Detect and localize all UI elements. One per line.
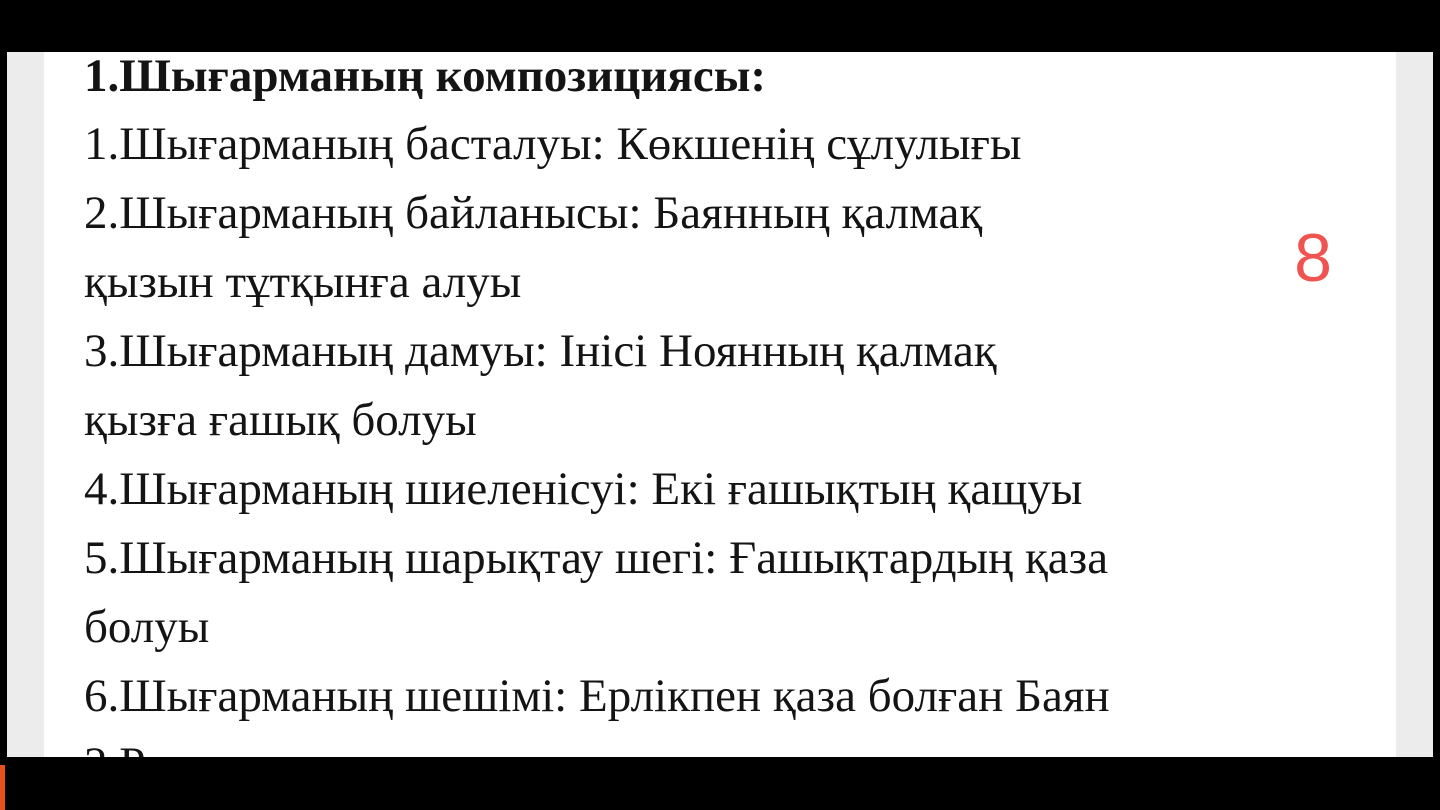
document-viewport[interactable] [7,52,1433,757]
document-page [44,52,1396,757]
orange-accent-strip [0,765,5,810]
line-4-conflict: 4.Шығарманың шиеленісуі: Екі ғашықтың қащуы [84,463,1083,515]
line-1-beginning: 1.Шығарманың басталуы: Көкшенің сұлулығы [84,118,1022,170]
document-content [84,52,1396,757]
line-5-climax: 5.Шығарманың шарықтау шегі: Ғашықтардың қаза [84,532,1109,584]
line-2-continued: қызын тұтқынға алуы [84,256,522,308]
line-3-development: 3.Шығарманың дамуы: Інісі Ноянның қалмақ [84,325,997,377]
line-6-resolution: 6.Шығарманың шешімі: Ерлікпен қаза болған Баян [84,670,1110,722]
line-3-continued: қызға ғашық болуы [84,394,477,446]
composition-heading: 1.Шығарманың композициясы: [84,50,767,102]
line-5-continued: болуы [84,601,210,653]
slide-number: 8 [1294,220,1332,296]
bottom-black-bar [0,757,1440,810]
line-2-connection: 2.Шығарманың байланысы: Баянның қалмақ [84,187,983,239]
